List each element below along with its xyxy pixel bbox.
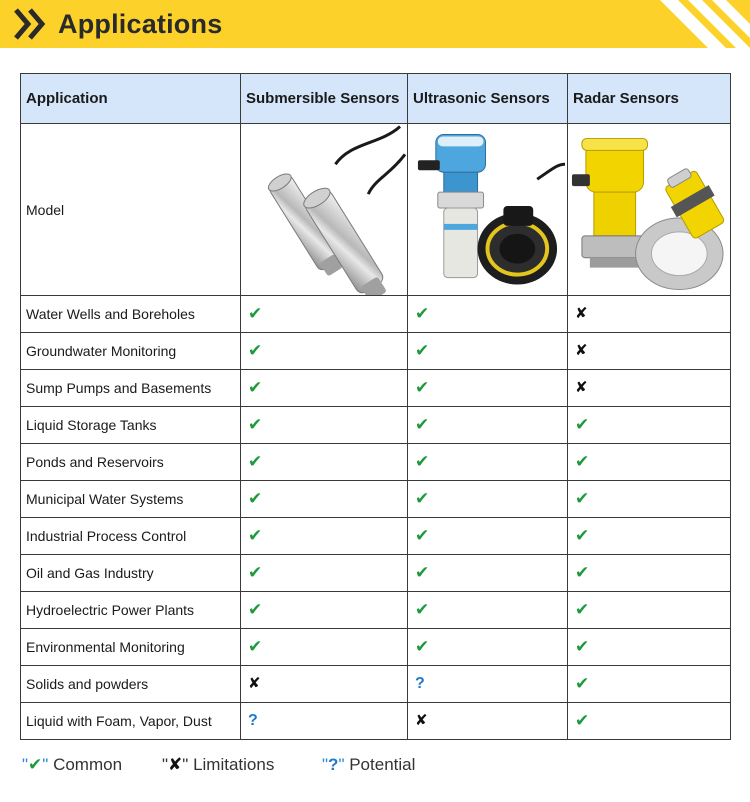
- page-title: Applications: [58, 9, 223, 39]
- radar-suitability-cell: [568, 555, 731, 592]
- ultrasonic-sensor-photo: [408, 124, 568, 296]
- table-row: [21, 370, 731, 407]
- radar-suitability-cell: [568, 666, 731, 703]
- cross-icon: ✘: [168, 755, 183, 774]
- checkmark-icon: ✔: [415, 489, 430, 508]
- checkmark-icon: ✔: [248, 378, 263, 397]
- table-row: [21, 666, 731, 703]
- radar-suitability-cell: [568, 370, 731, 407]
- checkmark-icon: ✔: [415, 341, 430, 360]
- checkmark-icon: ✔: [575, 711, 590, 730]
- column-header-submersible: Submersible Sensors: [241, 74, 408, 124]
- application-name: Liquid with Foam, Vapor, Dust: [21, 703, 241, 740]
- submersible-suitability-cell: [241, 370, 408, 407]
- submersible-sensor-image: [241, 124, 407, 295]
- ultrasonic-suitability-cell: [408, 518, 568, 555]
- cross-icon: ✘: [575, 305, 588, 322]
- radar-suitability-cell: [568, 444, 731, 481]
- table-row: [21, 629, 731, 666]
- legend-limitation: "✘" Limitations: [162, 755, 275, 774]
- legend-limitation-label: Limitations: [193, 755, 275, 774]
- checkmark-icon: ✔: [575, 489, 590, 508]
- checkmark-icon: ✔: [575, 563, 590, 582]
- application-name: Environmental Monitoring: [21, 629, 241, 666]
- checkmark-icon: ✔: [248, 341, 263, 360]
- header-banner: [0, 0, 750, 48]
- column-header-ultrasonic: Ultrasonic Sensors: [408, 74, 568, 124]
- ultrasonic-suitability-cell: [408, 444, 568, 481]
- ultrasonic-suitability-cell: [408, 370, 568, 407]
- ultrasonic-suitability-cell: [408, 407, 568, 444]
- ultrasonic-suitability-cell: [408, 666, 568, 703]
- checkmark-icon: ✔: [575, 452, 590, 471]
- legend-potential-label: Potential: [349, 755, 416, 774]
- table-row: [21, 296, 731, 333]
- column-header-application: Application: [21, 74, 241, 124]
- application-name: Hydroelectric Power Plants: [21, 592, 241, 629]
- radar-suitability-cell: [568, 407, 731, 444]
- checkmark-icon: ✔: [248, 415, 263, 434]
- application-name: Liquid Storage Tanks: [21, 407, 241, 444]
- table-row: [21, 407, 731, 444]
- checkmark-icon: ✔: [415, 415, 430, 434]
- radar-suitability-cell: [568, 592, 731, 629]
- checkmark-icon: ✔: [248, 563, 263, 582]
- submersible-suitability-cell: [241, 296, 408, 333]
- submersible-suitability-cell: [241, 333, 408, 370]
- radar-sensor-photo: [568, 124, 731, 296]
- submersible-suitability-cell: [241, 629, 408, 666]
- table-row: [21, 481, 731, 518]
- legend-common: "✔" Common: [22, 755, 123, 774]
- model-label: Model: [21, 124, 241, 296]
- application-name: Industrial Process Control: [21, 518, 241, 555]
- checkmark-icon: ✔: [28, 755, 43, 774]
- submersible-suitability-cell: [241, 481, 408, 518]
- checkmark-icon: ✔: [415, 452, 430, 471]
- cross-icon: ✘: [575, 342, 588, 359]
- table-row: [21, 444, 731, 481]
- table-header-row: [21, 74, 731, 124]
- table-row: [21, 555, 731, 592]
- submersible-suitability-cell: [241, 703, 408, 740]
- table-row: [21, 592, 731, 629]
- checkmark-icon: ✔: [575, 526, 590, 545]
- application-name: Water Wells and Boreholes: [21, 296, 241, 333]
- radar-suitability-cell: [568, 629, 731, 666]
- ultrasonic-suitability-cell: [408, 592, 568, 629]
- applications-table: [20, 73, 731, 740]
- cross-icon: ✘: [575, 379, 588, 396]
- radar-suitability-cell: [568, 296, 731, 333]
- submersible-suitability-cell: [241, 444, 408, 481]
- ultrasonic-suitability-cell: [408, 296, 568, 333]
- table-row: [21, 518, 731, 555]
- cross-icon: ✘: [415, 712, 428, 729]
- checkmark-icon: ✔: [575, 600, 590, 619]
- radar-suitability-cell: [568, 518, 731, 555]
- legend-potential: "?" Potential: [322, 755, 416, 774]
- radar-suitability-cell: [568, 333, 731, 370]
- ultrasonic-suitability-cell: [408, 481, 568, 518]
- checkmark-icon: ✔: [248, 637, 263, 656]
- checkmark-icon: ✔: [415, 304, 430, 323]
- checkmark-icon: ✔: [575, 637, 590, 656]
- application-name: Sump Pumps and Basements: [21, 370, 241, 407]
- submersible-suitability-cell: [241, 555, 408, 592]
- radar-sensor-image: [568, 124, 730, 295]
- table-row: [21, 703, 731, 740]
- table-row: [21, 333, 731, 370]
- application-name: Groundwater Monitoring: [21, 333, 241, 370]
- cross-icon: ✘: [248, 675, 261, 692]
- checkmark-icon: ✔: [575, 415, 590, 434]
- radar-suitability-cell: [568, 703, 731, 740]
- submersible-suitability-cell: [241, 518, 408, 555]
- checkmark-icon: ✔: [248, 526, 263, 545]
- decorative-stripes: [640, 0, 750, 48]
- application-name: Oil and Gas Industry: [21, 555, 241, 592]
- checkmark-icon: ✔: [415, 637, 430, 656]
- column-header-radar: Radar Sensors: [568, 74, 731, 124]
- checkmark-icon: ✔: [248, 489, 263, 508]
- checkmark-icon: ✔: [415, 600, 430, 619]
- submersible-sensor-photo: [241, 124, 408, 296]
- model-row: [21, 124, 731, 296]
- checkmark-icon: ✔: [248, 600, 263, 619]
- ultrasonic-suitability-cell: [408, 703, 568, 740]
- radar-suitability-cell: [568, 481, 731, 518]
- application-name: Solids and powders: [21, 666, 241, 703]
- ultrasonic-suitability-cell: [408, 555, 568, 592]
- legend: [22, 755, 722, 779]
- ultrasonic-sensor-image: [408, 124, 567, 295]
- checkmark-icon: ✔: [415, 378, 430, 397]
- question-icon: ?: [328, 755, 339, 774]
- ultrasonic-suitability-cell: [408, 629, 568, 666]
- application-name: Ponds and Reservoirs: [21, 444, 241, 481]
- application-name: Municipal Water Systems: [21, 481, 241, 518]
- checkmark-icon: ✔: [415, 563, 430, 582]
- submersible-suitability-cell: [241, 592, 408, 629]
- question-icon: ?: [415, 675, 425, 692]
- double-chevron-icon: [10, 6, 54, 42]
- submersible-suitability-cell: [241, 407, 408, 444]
- checkmark-icon: ✔: [415, 526, 430, 545]
- ultrasonic-suitability-cell: [408, 333, 568, 370]
- checkmark-icon: ✔: [248, 452, 263, 471]
- checkmark-icon: ✔: [575, 674, 590, 693]
- question-icon: ?: [248, 712, 258, 729]
- legend-common-label: Common: [53, 755, 123, 774]
- submersible-suitability-cell: [241, 666, 408, 703]
- checkmark-icon: ✔: [248, 304, 263, 323]
